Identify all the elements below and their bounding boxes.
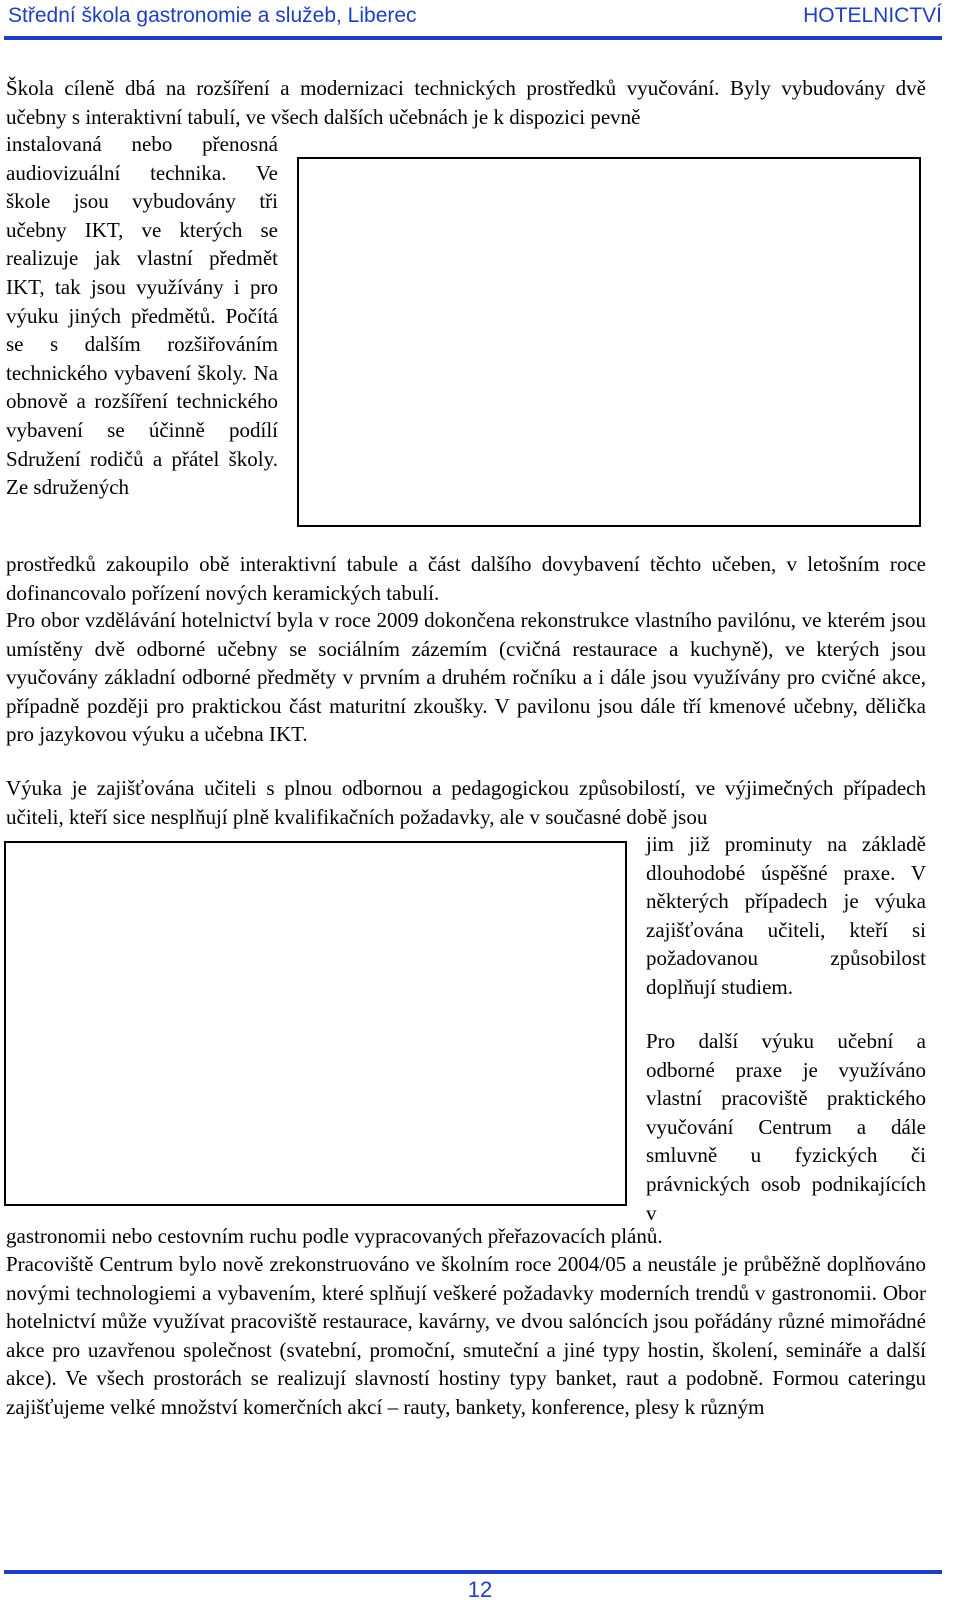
- paragraph-text: Škola cíleně dbá na rozšíření a modernizaci technických prostředků vyučování. Byly vybudovány dvě učebny s interaktivní tabulí, ve všech dalších učebnách je k dispozici pevně: [6, 76, 926, 129]
- paragraph-text: Výuka je zajišťována učiteli s plnou odbornou a pedagogickou způsobilostí, ve výjimečných případech učiteli, kteří sice nesplňují plně kvalifikačních požadavky, ale v současné době jsou: [6, 776, 926, 829]
- paragraph-text: Pracoviště Centrum bylo nově zrekonstruováno ve školním roce 2004/05 a neustále je průběžně doplňováno novými technologiemi a vybavením, které splňují veškeré požadavky moderních trendů v gastronomii. Obor hotelnictví může využívat pracoviště restaurace, kavárny, ve dvou salóncích jsou pořádány různé mimořádné akce pro uzavřenou společnost (svatební, promoční, smuteční a jiné typy hostin, školení, semináře a další akce). Ve všech prostorách se realizují slavností hostiny typy banket, raut a podobně. Formou cateringu zajišťujeme velké množství komerčních akcí – rauty, bankety, konference, plesy k různým: [6, 1252, 926, 1419]
- paragraph-1-bottom: [6, 550, 926, 607]
- paragraph-text: gastronomii nebo cestovním ruchu podle vypracovaných přeřazovacích plánů.: [6, 1224, 663, 1248]
- paragraph-4-bottom: [6, 1222, 926, 1251]
- header-rule: [4, 36, 942, 40]
- image-frame-1: [297, 157, 921, 527]
- image-frame-2: [4, 841, 627, 1206]
- school-name: Střední škola gastronomie a služeb, Liberec: [8, 4, 417, 27]
- section-title: HOTELNICTVÍ: [803, 4, 942, 27]
- paragraph-1-top: [6, 74, 926, 131]
- page-number: 12: [467, 1577, 493, 1602]
- paragraph-5: [6, 1250, 926, 1422]
- paragraph-2: [6, 606, 926, 749]
- paragraph-4-side: [646, 1027, 926, 1227]
- paragraph-text: prostředků zakoupilo obě interaktivní tabule a část dalšího dovybavení těchto učeben, v letošním roce dofinancovalo pořízení nových keramických tabulí.: [6, 552, 926, 605]
- footer-rule: [4, 1570, 942, 1574]
- paragraph-3-side: [646, 830, 926, 1002]
- paragraph-3-top: [6, 774, 926, 831]
- paragraph-text: Pro obor vzdělávání hotelnictví byla v roce 2009 dokončena rekonstrukce vlastního pavilónu, ve kterém jsou umístěny dvě odborné učebny se sociálním zázemím (cvičná restaurace a kuchyně), ve kterých jsou vyučovány základní odborné předměty v prvním a druhém ročníku a i dále jsou využívány pro cvičné akce, případně později pro praktickou část maturitní zkoušky. V pavilonu jsou dále tří kmenové učebny, dělička pro jazykovou výuku a učebna IKT.: [6, 608, 926, 747]
- paragraph-text: instalovaná nebo přenosná audiovizuální technika. Ve škole jsou vybudovány tři učebny IKT, ve kterých se realizuje jak vlastní předmět IKT, tak jsou využívány i pro výuku jiných předmětů. Počítá se s dalším rozšiřováním technického vybavení školy. Na obnově a rozšíření technického vybavení se účinně podílí Sdružení rodičů a přátel školy. Ze sdružených: [6, 132, 278, 500]
- paragraph-text: jim již prominuty na základě dlouhodobé úspěšné praxe. V některých případech je výuka zajišťována učiteli, kteří si požadovanou způsobilost doplňují studiem.: [646, 832, 926, 999]
- page-header: [8, 0, 942, 36]
- paragraph-1-side: [6, 130, 278, 502]
- paragraph-text: Pro další výuku učební a odborné praxe je využíváno vlastní pracoviště praktického vyučování Centrum a dále smluvně u fyzických či právnických osob podnikajících v: [646, 1029, 926, 1225]
